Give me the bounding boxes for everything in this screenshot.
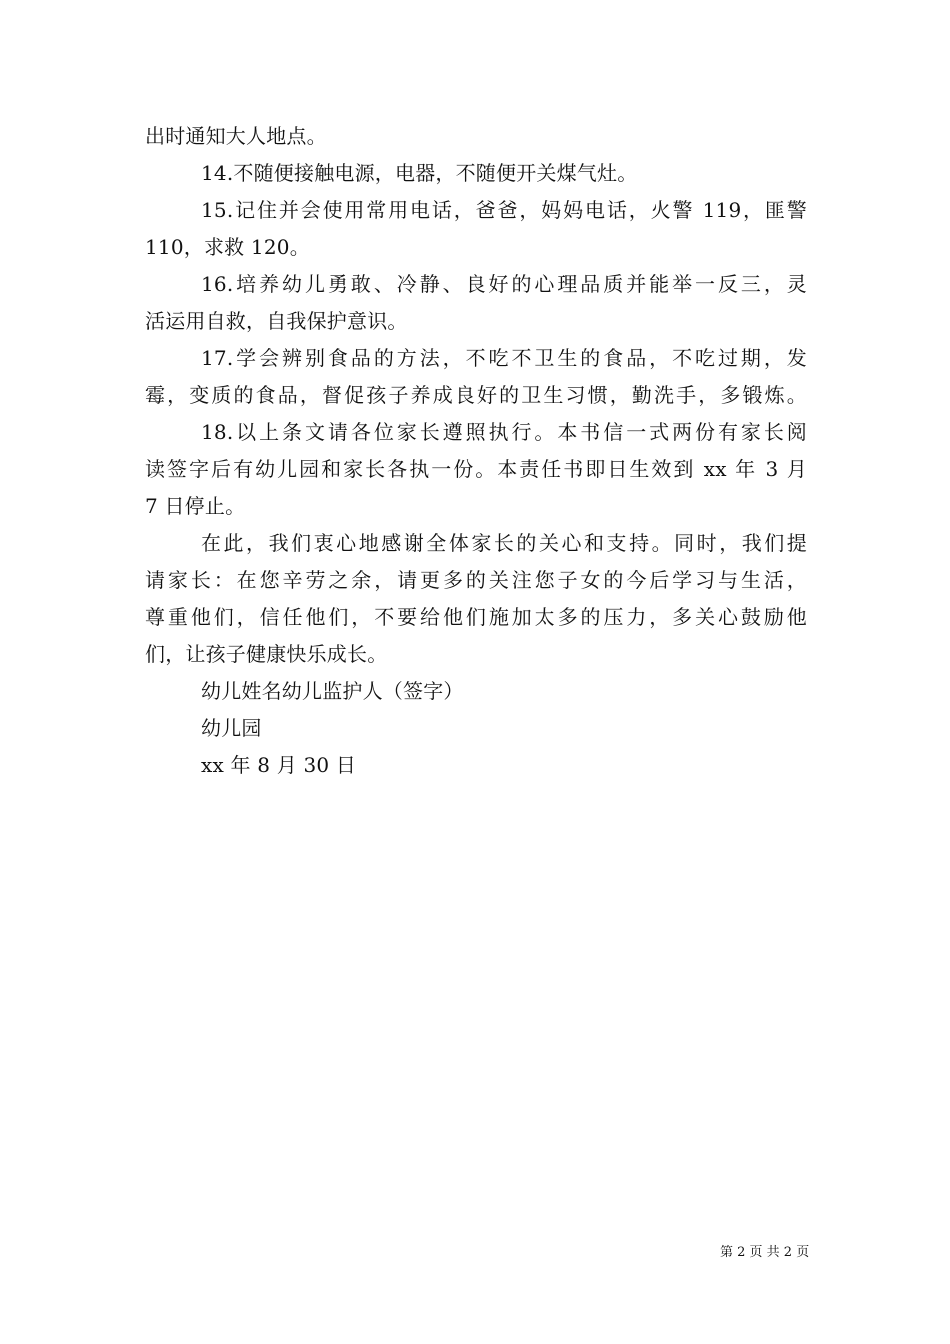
signature-line-kindergarten: 幼儿园 [201,716,262,740]
document-body [145,118,807,784]
text-line-14: 尊重他们，信任他们，不要给他们施加太多的压力，多关心鼓励他 [145,605,807,629]
text-line-2: 14.不随便接触电源，电器，不随便开关煤气灶。 [201,161,638,185]
text-line-11: 7 日停止。 [145,494,246,518]
text-line-4: 110，求救 120。 [145,235,310,259]
text-line-15: 们，让孩子健康快乐成长。 [145,642,388,666]
text-line-10: 读签字后有幼儿园和家长各执一份。本责任书即日生效到 xx 年 3 月 [145,457,807,481]
text-line-6: 活运用自救，自我保护意识。 [145,309,408,333]
text-line-8: 霉，变质的食品，督促孩子养成良好的卫生习惯，勤洗手，多锻炼。 [145,383,807,407]
text-line-5: 16.培养幼儿勇敢、冷静、良好的心理品质并能举一反三，灵 [201,272,807,296]
text-line-9: 18.以上条文请各位家长遵照执行。本书信一式两份有家长阅 [201,420,807,444]
text-line-1: 出时通知大人地点。 [145,124,327,148]
signature-line-name: 幼儿姓名幼儿监护人（签字） [201,679,464,703]
page-number: 第 2 页 共 2 页 [720,1245,810,1260]
text-line-7: 17.学会辨别食品的方法，不吃不卫生的食品，不吃过期，发 [201,346,807,370]
signature-line-date: xx 年 8 月 30 日 [201,753,357,777]
text-line-3: 15.记住并会使用常用电话，爸爸，妈妈电话，火警 119，匪警 [201,198,807,222]
text-line-12: 在此，我们衷心地感谢全体家长的关心和支持。同时，我们提 [201,531,807,555]
text-line-13: 请家长：在您辛劳之余，请更多的关注您子女的今后学习与生活， [145,568,807,592]
